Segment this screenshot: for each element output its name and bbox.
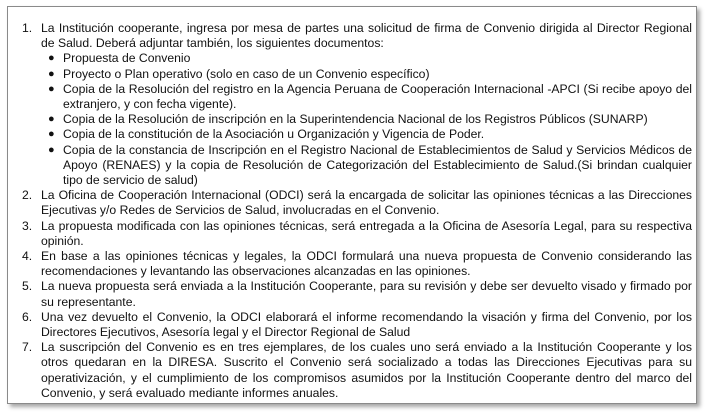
document-frame xyxy=(7,6,697,404)
document-item xyxy=(41,112,692,127)
step-number: 1. xyxy=(22,21,33,35)
step-text: La Oficina de Cooperación Internacional (ODCI) será la encargada de solicitar las opiniones técnicas a las Direcciones Ejecutivas y/o Redes de Servicios de Salud, involucradas en el Convenio. xyxy=(41,188,692,218)
required-documents-list xyxy=(41,51,692,188)
procedure-steps xyxy=(20,21,692,401)
step-6 xyxy=(20,310,692,340)
document-text: Copia de la Resolución del registro en la Agencia Peruana de Cooperación Internacional -APCI (Si recibe apoyo del extranjero, y con fecha vigente). xyxy=(63,81,692,112)
document-text: Propuesta de Convenio xyxy=(63,51,191,66)
step-text: La suscripción del Convenio es en tres ejemplares, de los cuales uno será enviado a la Institución Cooperante y los otros quedaran en la DIRESA. Suscrito el Convenio será socializado a todas las Direcciones Ejecutivas para su operativización, y el cumplimiento de los compromisos asumidos por la Institución Cooperante dentro del marco del Convenio, y será evaluado mediante informes anuales. xyxy=(41,340,692,400)
step-text: En base a las opiniones técnicas y legales, la ODCI formulará una nueva propuesta de Convenio considerando las recomendaciones y levantando las observaciones alcanzadas en las opiniones. xyxy=(41,249,692,279)
document-item xyxy=(41,82,692,112)
bullet-icon: ● xyxy=(48,82,55,95)
step-number: 2. xyxy=(22,188,33,203)
step-number: 6. xyxy=(22,309,33,324)
document-item xyxy=(41,67,692,82)
step-5 xyxy=(20,279,692,309)
step-4 xyxy=(20,249,692,279)
step-1 xyxy=(20,21,692,188)
bullet-icon: ● xyxy=(48,113,55,126)
step-number: 7. xyxy=(22,340,33,355)
document-item xyxy=(41,51,692,66)
step-text: La nueva propuesta será enviada a la Institución Cooperante, para su revisión y debe ser devuelto visado y firmado por su representante. xyxy=(41,279,692,309)
step-2 xyxy=(20,188,692,218)
procedure-document xyxy=(20,21,692,401)
step-7 xyxy=(20,340,692,401)
step-3 xyxy=(20,219,692,249)
bullet-icon: ● xyxy=(48,128,55,141)
document-text: Copia de la constancia de Inscripción en el Registro Nacional de Establecimientos de Salud y Servicios Médicos de Apoyo (RENAES) y la copia de Resolución de Categorización del Establecimiento de Salud.(Si brindan cualquier tipo de servicio de salud) xyxy=(63,142,692,188)
bullet-icon: ● xyxy=(48,52,55,65)
step-number: 5. xyxy=(22,279,33,294)
step-text: La Institución cooperante, ingresa por mesa de partes una solicitud de firma de Convenio dirigida al Director Regional de Salud. Deberá adjuntar también, los siguientes documentos: xyxy=(41,21,692,51)
bullet-icon: ● xyxy=(48,143,55,156)
step-number: 4. xyxy=(22,249,33,264)
document-text: Copia de la constitución de la Asociación u Organización y Vigencia de Poder. xyxy=(63,127,485,142)
step-number: 3. xyxy=(22,218,33,233)
step-text: La propuesta modificada con las opiniones técnicas, será entregada a la Oficina de Asesoría Legal, para su respectiva opinión. xyxy=(41,218,692,248)
step-text: Una vez devuelto el Convenio, la ODCI elaborará el informe recomendando la visación y firma del Convenio, por los Directores Ejecutivos, Asesoría legal y el Director Regional de Salud xyxy=(41,309,692,340)
document-item xyxy=(41,143,692,189)
document-text: Proyecto o Plan operativo (solo en caso de un Convenio específico) xyxy=(63,66,430,81)
bullet-icon: ● xyxy=(48,67,55,80)
document-item xyxy=(41,127,692,142)
document-text: Copia de la Resolución de inscripción en la Superintendencia Nacional de los Registros Públicos (SUNARP) xyxy=(63,112,648,127)
